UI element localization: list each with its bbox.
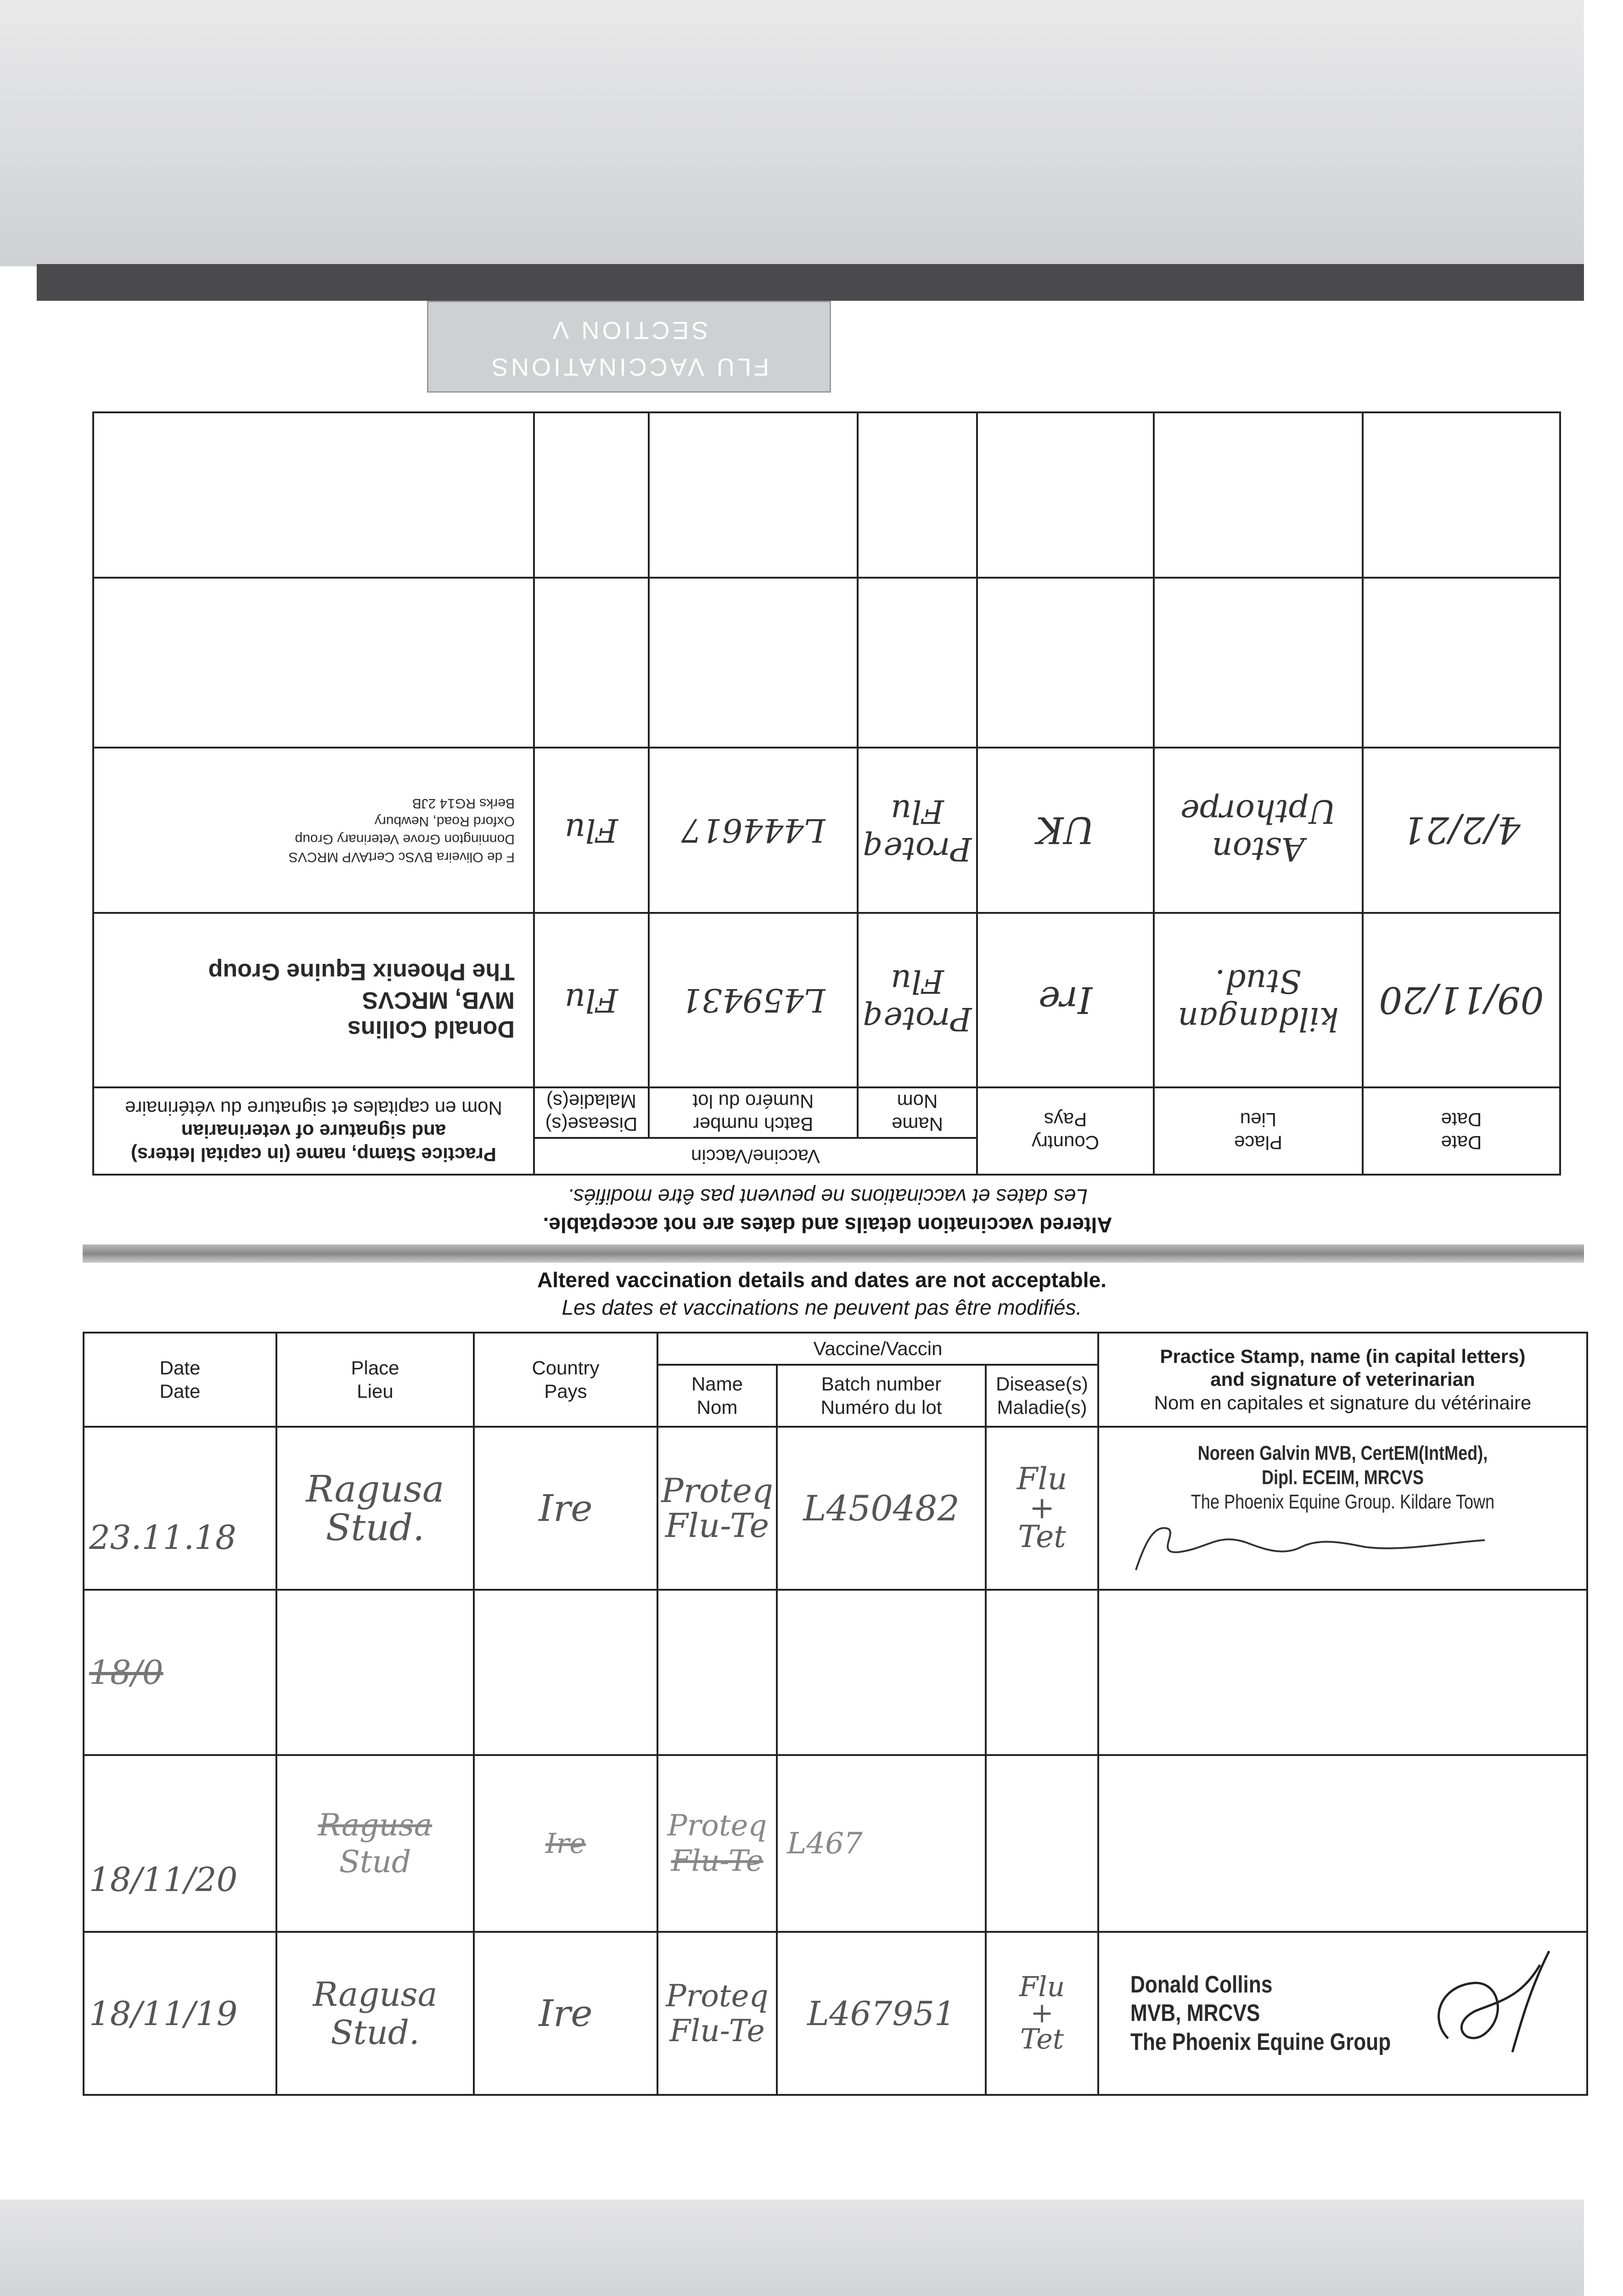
lower-cell-place: Ragusa Stud. <box>276 1427 474 1590</box>
upper-cell-place: Aston Upthorpe <box>1154 748 1363 913</box>
table-row <box>93 748 1560 913</box>
upper-cell-place: kildangan Stud. <box>1154 913 1363 1087</box>
lower-vaccination-table-wrapper <box>83 1332 1586 2096</box>
section-tab-line2: FLU VACCINATIONS <box>489 353 769 381</box>
lower-cell-disease: Flu + Tet <box>986 1932 1098 2095</box>
table-row <box>84 1590 1587 1755</box>
lower-cell-date: 18/11/20 <box>84 1755 276 1932</box>
lower-cell-name: Proteq Flu-Te <box>657 1427 777 1590</box>
upper-cell-country: UK <box>977 748 1154 913</box>
table-row <box>84 1755 1587 1932</box>
lower-cell-country: Ire <box>474 1755 657 1932</box>
lower-cell-name: Proteq Flu-Te <box>657 1932 777 2095</box>
lower-notice: Altered vaccination details and dates are not acceptable. Les dates et vaccinations ne peuvent pas être modifiés. <box>537 1268 1106 1319</box>
upper-cell-batch: L444617 <box>649 748 858 913</box>
upper-vaccination-table <box>92 411 1561 1176</box>
upper-cell-name: Proteq Flu <box>858 913 977 1087</box>
vet-stamp: Donald Collins MVB, MRCVS The Phoenix Equine Group <box>208 958 515 1042</box>
table-row <box>93 913 1560 1087</box>
lower-header-vaccine: Vaccine/Vaccin <box>657 1333 1098 1365</box>
lower-cell-name: Proteq Flu-Te <box>657 1755 777 1932</box>
upper-header-disease: Disease(s) Maladie(s) <box>534 1087 649 1138</box>
upper-header-name: Name Nom <box>858 1087 977 1138</box>
lower-cell-country: Ire <box>474 1427 657 1590</box>
page-separator <box>83 1244 1584 1263</box>
upper-cell-disease: Flu <box>534 748 649 913</box>
table-row <box>84 1427 1587 1590</box>
upper-header-date: Date Date <box>1363 1087 1560 1175</box>
table-row <box>93 412 1560 578</box>
lower-header-batch: Batch number Numéro du lot <box>777 1365 986 1427</box>
lower-vaccination-table <box>83 1332 1588 2096</box>
lower-header-country: Country Pays <box>474 1333 657 1427</box>
upper-header-stamp: Practice Stamp, name (in capital letters) and signature of veterinarian Nom en capitales et signature du vétérinaire <box>93 1087 534 1175</box>
table-row <box>93 578 1560 748</box>
vet-stamp: F de Oliveira BVSc CertAVP MRCVS Donnington Grove Veterinary Group Oxford Road, Newbury Berks RG14 2JB <box>288 796 515 865</box>
upper-cell-batch: L459431 <box>649 913 858 1087</box>
upper-header-batch: Batch number Numéro du lot <box>649 1087 858 1138</box>
table-row <box>84 1932 1587 2095</box>
upper-vaccination-table-wrapper <box>94 413 1561 1176</box>
lower-cell-batch: L467951 <box>777 1932 986 2095</box>
lower-cell-place: Ragusa Stud <box>276 1755 474 1932</box>
signature-icon <box>1127 1515 1494 1579</box>
vet-stamp: Noreen Galvin MVB, CertEM(IntMed), Dipl. ECEIM, MRCVS The Phoenix Equine Group. Kildare Town <box>1191 1442 1495 1513</box>
upper-header-place: Place Lieu <box>1154 1087 1363 1175</box>
lower-cell-batch: L450482 <box>777 1427 986 1590</box>
upper-cell-stamp <box>93 748 534 913</box>
bottom-page-shadow <box>0 2200 1584 2296</box>
lower-header-disease: Disease(s) Maladie(s) <box>986 1365 1098 1427</box>
page-fold-band <box>37 264 1584 301</box>
upper-cell-name: Proteq Flu <box>858 748 977 913</box>
lower-cell-place: Ragusa Stud. <box>276 1932 474 2095</box>
upper-header-vaccine: Vaccine/Vaccin <box>534 1138 977 1175</box>
upper-notice: Altered vaccination details and dates are not acceptable. Les dates et vaccinations ne peuvent pas être modifiés. <box>543 1185 1112 1237</box>
lower-header-stamp: Practice Stamp, name (in capital letters) and signature of veterinarian Nom en capitales et signature du vétérinaire <box>1098 1333 1587 1427</box>
upper-cell-disease: Flu <box>534 913 649 1087</box>
section-tab-line1: SECTION V <box>550 316 708 344</box>
lower-cell-date: 23.11.18 <box>84 1427 276 1590</box>
signature-icon <box>1421 1947 1558 2066</box>
upper-cell-date: 4/2/21 <box>1363 748 1560 913</box>
lower-header-name: Name Nom <box>657 1365 777 1427</box>
lower-cell-batch: L467 <box>777 1755 986 1932</box>
lower-cell-country: Ire <box>474 1932 657 2095</box>
lower-cell-stamp <box>1098 1427 1587 1590</box>
upper-cell-stamp <box>93 913 534 1087</box>
vet-stamp: Donald Collins MVB, MRCVS The Phoenix Equine Group <box>1130 1971 1391 2055</box>
lower-header-date: Date Date <box>84 1333 276 1427</box>
section-tab <box>427 301 831 393</box>
upper-cell-country: Ire <box>977 913 1154 1087</box>
upper-cell-date: 09/11/20 <box>1363 913 1560 1087</box>
lower-header-place: Place Lieu <box>276 1333 474 1427</box>
lower-cell-disease: Flu + Tet <box>986 1427 1098 1590</box>
lower-cell-date: 18/11/19 <box>84 1932 276 2095</box>
upper-header-country: Country Pays <box>977 1087 1154 1175</box>
lower-cell-stamp <box>1098 1932 1587 2095</box>
upper-page-shadow <box>0 0 1584 266</box>
lower-cell-date: 18/0 <box>84 1590 276 1755</box>
